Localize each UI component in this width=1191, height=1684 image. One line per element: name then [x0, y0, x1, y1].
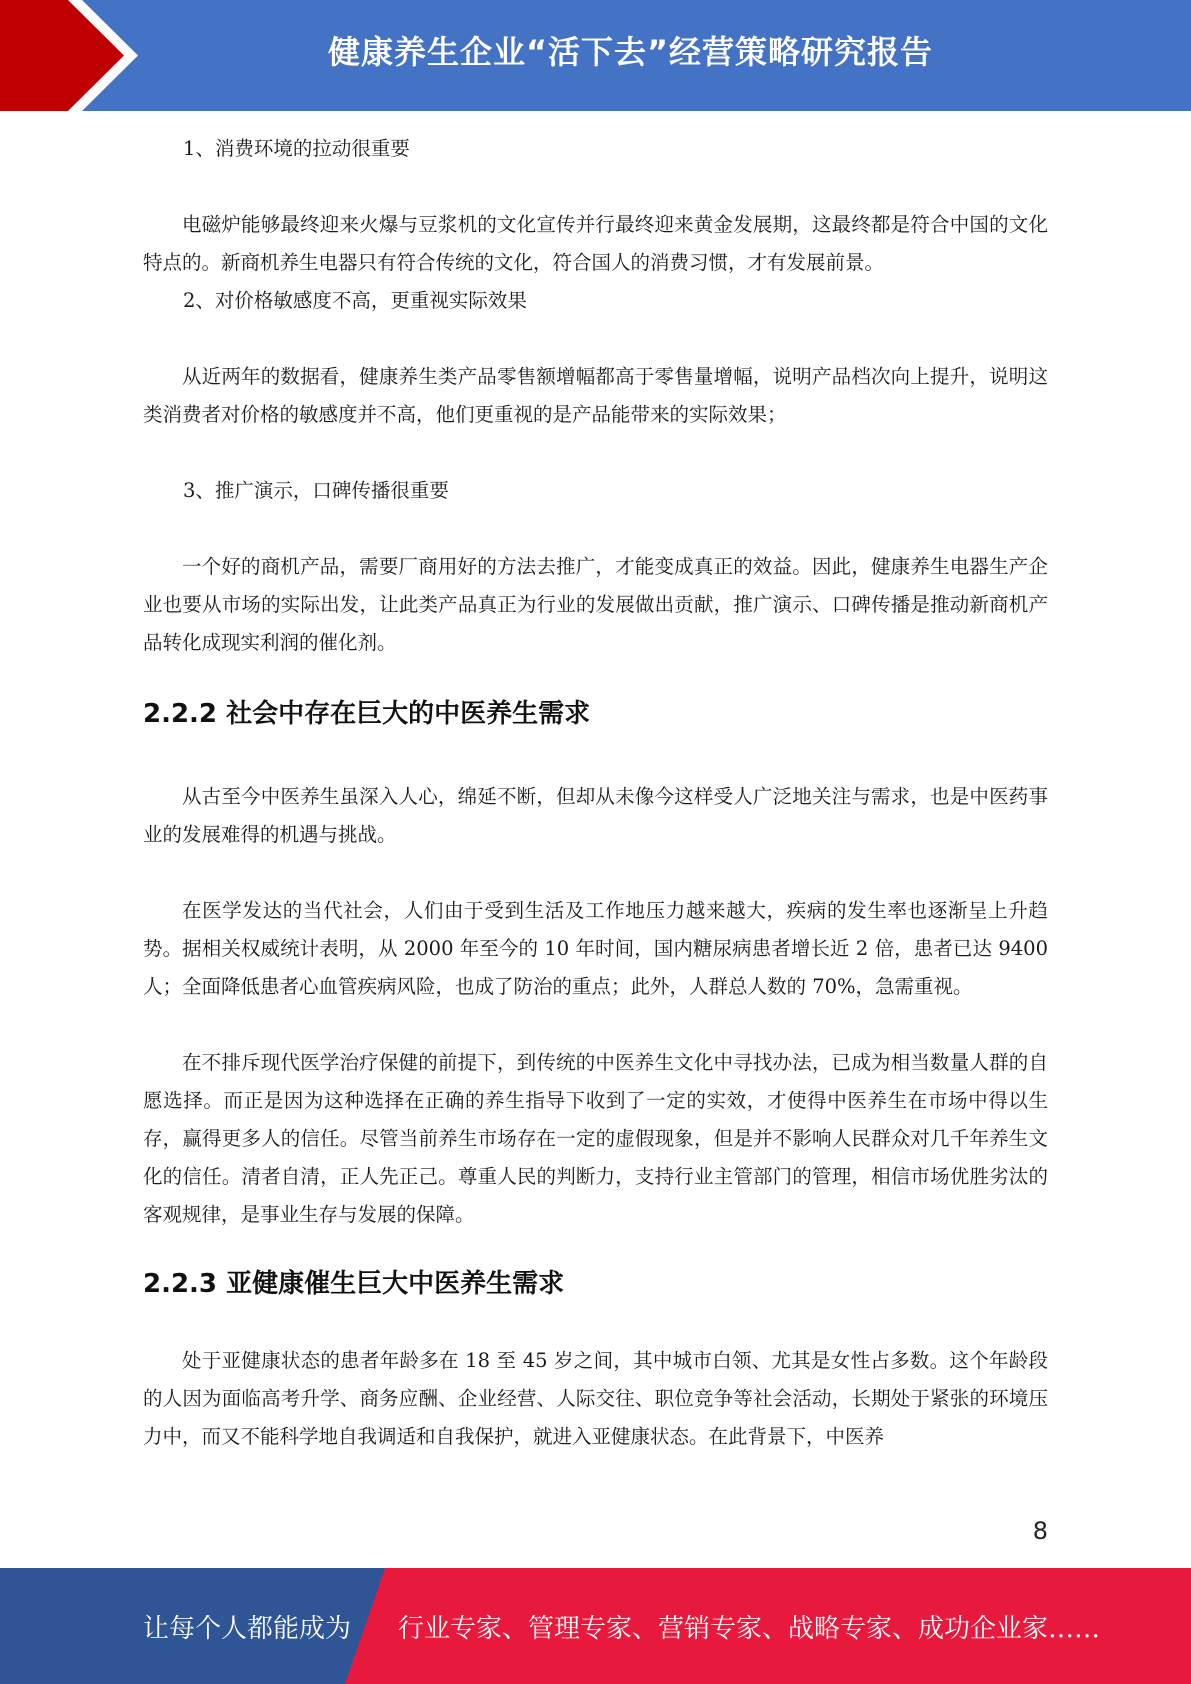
page-footer [0, 1568, 1191, 1684]
paragraph-2: 从近两年的数据看，健康养生类产品零售额增幅都高于零售量增幅，说明产品档次向上提升，说明这类消费者对价格的敏感度并不高，他们更重视的是产品能带来的实际效果； [143, 365, 1048, 426]
paragraph-6: 在不排斥现代医学治疗保健的前提下，到传统的中医养生文化中寻找办法，已成为相当数量人群的自愿选择。而正是因为这种选择在正确的养生指导下收到了一定的实效，才使得中医养生在市场中得以生存，赢得更多人的信任。尽管当前养生市场存在一定的虚假现象，但是并不影响人民群众对几千年养生文化的信任。清者自清，正人先正己。尊重人民的判断力，支持行业主管部门的管理，相信市场优胜劣汰的客观规律，是事业生存与发展的保障。 [143, 1051, 1048, 1226]
document-body [143, 130, 1048, 1456]
section-heading-2-2-2: 2.2.2 社会中存在巨大的中医养生需求 [143, 699, 591, 729]
paragraph-5: 在医学发达的当代社会，人们由于受到生活及工作地压力越来越大，疾病的发生率也逐渐呈上升趋势。据相关权威统计表明，从 2000 年至今的 10 年时间，国内糖尿病患者增长近 2 倍，患者已达 9400 人；全面降低患者心血管疾病风险，也成了防治的重点；此外，人群总人数的 70%，急需重视。 [143, 899, 1048, 998]
paragraph-4: 从古至今中医养生虽深入人心，绵延不断，但却从未像今这样受人广泛地关注与需求，也是中医药事业的发展难得的机遇与挑战。 [143, 785, 1048, 846]
page-header [0, 0, 1191, 111]
report-title: 健康养生企业“活下去”经营策略研究报告 [327, 33, 934, 71]
section-heading-2-2-3: 2.2.3 亚健康催生巨大中医养生需求 [143, 1269, 565, 1299]
footer-slogan-left: 让每个人都能成为 [143, 1613, 352, 1644]
paragraph-3: 一个好的商机产品，需要厂商用好的方法去推广，才能变成真正的效益。因此，健康养生电器生产企业也要从市场的实际出发，让此类产品真正为行业的发展做出贡献，推广演示、口碑传播是推动新商机产品转化成现实利润的催化剂。 [143, 555, 1048, 654]
list-item-3: 3、推广演示，口碑传播很重要 [183, 479, 449, 502]
page-number: 8 [1032, 1517, 1048, 1545]
footer-slogan-right: 行业专家、管理专家、营销专家、战略专家、成功企业家…… [398, 1613, 1101, 1644]
paragraph-7: 处于亚健康状态的患者年龄多在 18 至 45 岁之间，其中城市白领、尤其是女性占多数。这个年龄段的人因为面临高考升学、商务应酬、企业经营、人际交往、职位竞争等社会活动，长期处于紧张的环境压力中，而又不能科学地自我调适和自我保护，就进入亚健康状态。在此背景下，中医养 [143, 1349, 1048, 1448]
paragraph-1: 电磁炉能够最终迎来火爆与豆浆机的文化宣传并行最终迎来黄金发展期，这最终都是符合中国的文化特点的。新商机养生电器只有符合传统的文化，符合国人的消费习惯，才有发展前景。 [143, 213, 1048, 274]
list-item-2: 2、对价格敏感度不高，更重视实际效果 [183, 289, 527, 312]
list-item-1: 1、消费环境的拉动很重要 [183, 137, 410, 160]
header-chevron-decoration [0, 0, 160, 111]
